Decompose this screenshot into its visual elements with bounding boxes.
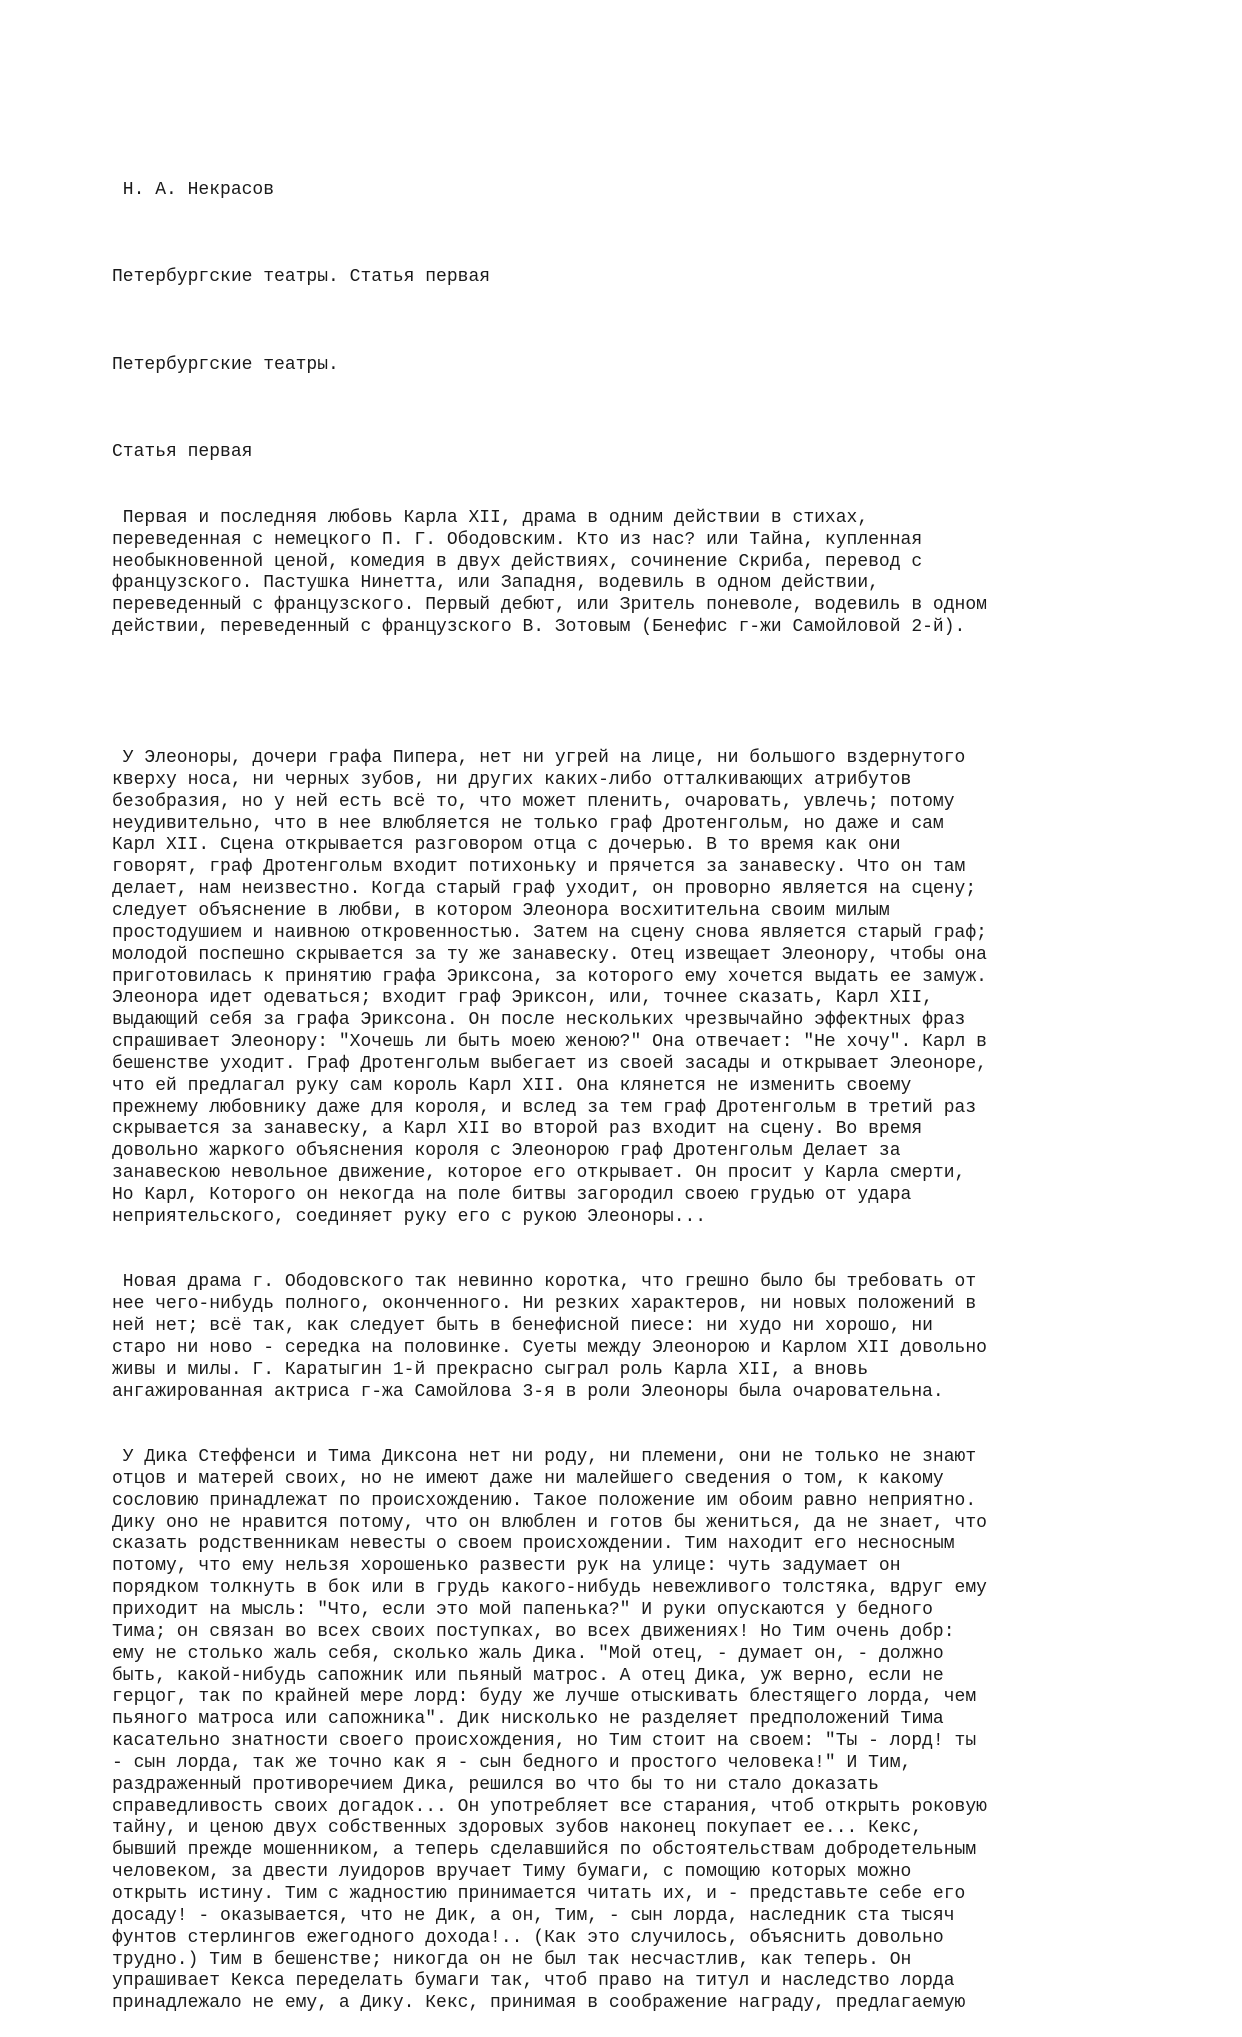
text-line: раздраженный противоречием Дика, решился во что бы то ни стало доказать [112, 1774, 879, 1795]
body-paragraph-3 [112, 1447, 1222, 2015]
text-line: ему не столько жаль себя, сколько жаль Дика. "Мой отец, - думает он, - должно [112, 1643, 944, 1664]
text-line: тайну, и ценою двух собственных здоровых зубов наконец покупает ее... Кекс, [112, 1818, 923, 1839]
text-line: скрывается за занавеску, а Карл XII во второй раз входит на сцену. Во время [112, 1119, 923, 1140]
text-line: довольно жаркого объяснения короля с Элеонорою граф Дротенгольм Делает за [112, 1141, 901, 1162]
text-line: переведенный с французского. Первый дебют, или Зритель поневоле, водевиль в одном [112, 595, 987, 616]
text-line: У Дика Стеффенси и Тима Диксона нет ни роду, ни племени, они не только не знают [112, 1447, 977, 1468]
text-line: У Элеоноры, дочери графа Пипера, нет ни угрей на лице, ни большого вздернутого [112, 748, 966, 769]
text-line: неприятельского, соединяет руку его с рукою Элеоноры... [112, 1206, 707, 1227]
text-line: быть, какой-нибудь сапожник или пьяный матрос. А отец Дика, уж верно, если не [112, 1665, 944, 1686]
text-line: выдающий себя за графа Эриксона. Он после нескольких чрезвычайно эффектных фраз [112, 1010, 966, 1031]
text-line: открыть истину. Тим с жадностию принимается читать их, и - представьте себе его [112, 1883, 966, 1904]
text-line: кверху носа, ни черных зубов, ни других каких-либо отталкивающих атрибутов [112, 769, 912, 790]
text-line: молодой поспешно скрывается за ту же занавеску. Отец извещает Элеонору, чтобы она [112, 944, 987, 965]
text-line: упрашивает Кекса переделать бумаги так, чтоб право на титул и наследство лорда [112, 1971, 955, 1992]
text-line: неудивительно, что в нее влюбляется не только граф Дротенгольм, но даже и сам [112, 813, 944, 834]
text-line: справедливость своих догадок... Он употребляет все старания, чтоб открыть роковую [112, 1796, 987, 1817]
text-line: Первая и последняя любовь Карла XII, драма в одним действии в стихах, [112, 507, 869, 528]
text-line: спрашивает Элеонору: "Хочешь ли быть моею женою?" Она отвечает: "Не хочу". Карл в [112, 1032, 987, 1053]
text-line: человеком, за двести луидоров вручает Тиму бумаги, с помощию которых можно [112, 1862, 912, 1883]
text-line: ангажированная актриса г-жа Самойлова 3-я в роли Элеоноры была очаровательна. [112, 1381, 944, 1402]
text-line: трудно.) Тим в бешенстве; никогда он не был так несчастлив, как теперь. Он [112, 1949, 912, 1970]
text-line: Элеонора идет одеваться; входит граф Эриксон, или, точнее сказать, Карл XII, [112, 988, 933, 1009]
text-line: порядком толкнуть в бок или в грудь какого-нибудь невежливого толстяка, вдруг ему [112, 1578, 987, 1599]
text-line: фунтов стерлингов ежегодного дохода!.. (Как это случилось, объяснить довольно [112, 1927, 944, 1948]
text-line: старо ни ново - середка на половинке. Суеты между Элеонорою и Карлом XII довольно [112, 1337, 987, 1358]
text-line: отцов и матерей своих, но не имеют даже ни малейшего сведения о том, к какому [112, 1468, 944, 1489]
text-line: простодушием и наивною откровенностью. Затем на сцену снова является старый граф; [112, 922, 987, 943]
text-line: Тима; он связан во всех своих поступках, во всех движениях! Но Тим очень добр: [112, 1621, 955, 1642]
text-line: что ей предлагал руку сам король Карл XII. Она клянется не изменить своему [112, 1075, 912, 1096]
text-line: герцог, так по крайней мере лорд: буду же лучше отыскивать блестящего лорда, чем [112, 1687, 977, 1708]
text-line: - сын лорда, так же точно как я - сын бедного и простого человека!" И Тим, [112, 1752, 912, 1773]
text-line: занавескою невольное движение, которое его открывает. Он просит у Карла смерти, [112, 1163, 966, 1184]
text-line: Новая драма г. Ободовского так невинно коротка, что грешно было бы требовать от [112, 1272, 977, 1293]
text-line: Но Карл, Которого он некогда на поле битвы загородил своею грудью от удара [112, 1184, 912, 1205]
text-line: живы и милы. Г. Каратыгин 1-й прекрасно сыграл роль Карла XII, а вновь [112, 1359, 869, 1380]
document-subtitle: Петербургские театры. [112, 354, 339, 375]
text-line: Карл XII. Сцена открывается разговором отца с дочерью. В то время как они [112, 835, 901, 856]
text-line: сказать родственникам невесты о своем происхождении. Тим находит его несносным [112, 1534, 955, 1555]
intro-paragraph [112, 508, 1222, 639]
body-paragraph-1 [112, 748, 1222, 1229]
text-line: бывший прежде мошенником, а теперь сделавшийся по обстоятельствам добродетельным [112, 1840, 977, 1861]
text-line: безобразия, но у ней есть всё то, что может пленить, очаровать, увлечь; потому [112, 791, 955, 812]
text-line: французского. Пастушка Нинетта, или Западня, водевиль в одном действии, [112, 573, 879, 594]
text-line: переведенная с немецкого П. Г. Ободовским. Кто из нас? или Тайна, купленная [112, 529, 923, 550]
document-page [112, 136, 1222, 2037]
text-line: действии, переведенный с французского В. Зотовым (Бенефис г-жи Самойловой 2-й). [112, 617, 966, 638]
text-line: прежнему любовнику даже для короля, и вслед за тем граф Дротенгольм в третий раз [112, 1097, 977, 1118]
text-line: принадлежало не ему, а Дику. Кекс, принимая в соображение награду, предлагаемую [112, 1993, 966, 2014]
section-heading: Статья первая [112, 442, 253, 463]
text-line: бешенстве уходит. Граф Дротенгольм выбегает из своей засады и открывает Элеоноре, [112, 1053, 987, 1074]
text-line: ней нет; всё так, как следует быть в бенефисной пиесе: ни худо ни хорошо, ни [112, 1316, 933, 1337]
text-line: делает, нам неизвестно. Когда старый граф уходит, он проворно является на сцену; [112, 879, 977, 900]
text-line: приготовилась к принятию графа Эриксона, за которого ему хочется выдать ее замуж. [112, 966, 987, 987]
document-title: Петербургские театры. Статья первая [112, 267, 491, 288]
text-line: необыкновенной ценой, комедия в двух действиях, сочинение Скриба, перевод с [112, 551, 923, 572]
text-line: следует объяснение в любви, в котором Элеонора восхитительна своим милым [112, 901, 890, 921]
text-line: касательно знатности своего происхождения, но Тим стоит на своем: "Ты - лорд! ты [112, 1731, 977, 1752]
text-line: досаду! - оказывается, что не Дик, а он, Тим, - сын лорда, наследник ста тысяч [112, 1905, 955, 1926]
text-line: говорят, граф Дротенгольм входит потихоньку и прячется за занавеску. Что он там [112, 857, 966, 878]
text-line: потому, что ему нельзя хорошенько развести рук на улице: чуть задумает он [112, 1556, 901, 1577]
text-line: пьяного матроса или сапожника". Дик нисколько не разделяет предположений Тима [112, 1709, 944, 1730]
author-name: Н. А. Некрасов [112, 179, 275, 200]
text-line: Дику оно не нравится потому, что он влюблен и готов бы жениться, да не знает, что [112, 1512, 987, 1533]
text-line: приходит на мысль: "Что, если это мой папенька?" И руки опускаются у бедного [112, 1600, 933, 1620]
text-line: сословию принадлежат по происхождению. Такое положение им обоим равно неприятно. [112, 1490, 977, 1511]
text-line: нее чего-нибудь полного, оконченного. Ни резких характеров, ни новых положений в [112, 1294, 977, 1315]
body-paragraph-2 [112, 1272, 1222, 1403]
